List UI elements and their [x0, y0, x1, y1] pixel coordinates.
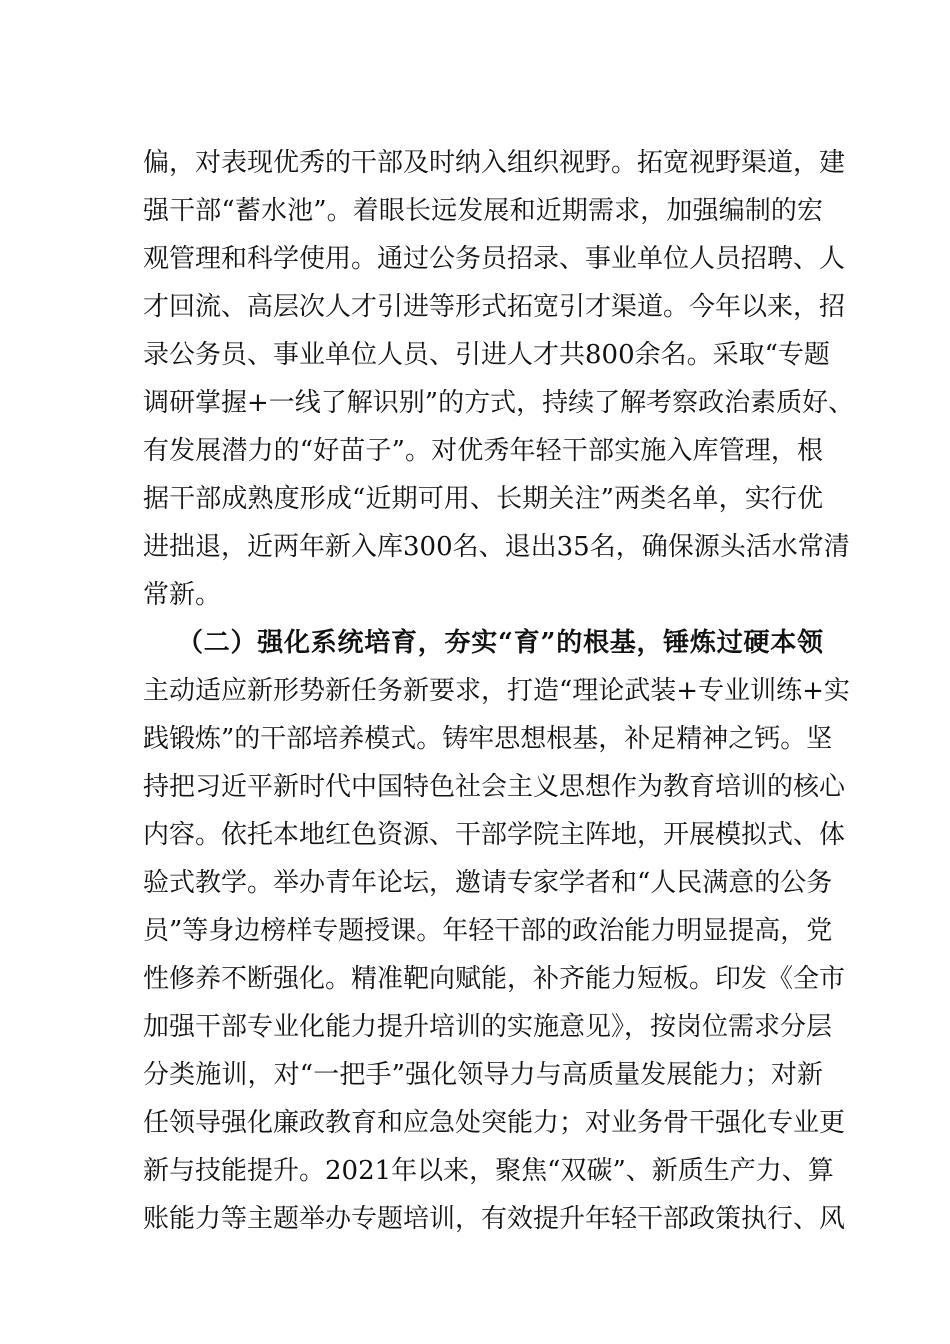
text-line: 加强干部专业化能力提升培训的实施意见》，按岗位需求分层: [143, 1012, 833, 1042]
text-line: 观管理和科学使用。通过公务员招录、事业单位人员招聘、人: [143, 244, 846, 274]
text-line: 常新。: [143, 580, 222, 610]
text-line: 录公务员、事业单位人员、引进人才共800余名。采取“专题: [143, 340, 830, 370]
text-line: 员”等身边榜样专题授课。年轻干部的政治能力明显提高，党: [143, 916, 833, 946]
section-heading: （二）强化系统培育，夯实“育”的根基，锤炼过硬本领: [177, 628, 823, 658]
text-line: 性修养不断强化。精准靶向赋能，补齐能力短板。印发《全市: [143, 964, 846, 994]
text-line: 账能力等主题举办专题培训，有效提升年轻干部政策执行、风: [143, 1204, 846, 1234]
text-line: 验式教学。举办青年论坛，邀请专家学者和“人民满意的公务: [143, 868, 833, 898]
text-line: 内容。依托本地红色资源、干部学院主阵地，开展模拟式、体: [143, 820, 846, 850]
text-line: 才回流、高层次人才引进等形式拓宽引才渠道。今年以来，招: [143, 292, 846, 322]
text-line: 主动适应新形势新任务新要求，打造“理论武装+专业训练+实: [143, 676, 850, 706]
text-line: 有发展潜力的“好苗子”。对优秀年轻干部实施入库管理，根: [143, 436, 823, 466]
text-line: 践锻炼”的干部培养模式。铸牢思想根基，补足精神之钙。坚: [143, 724, 833, 754]
text-line: 进拙退，近两年新入库300名、退出35名，确保源头活水常清: [143, 532, 850, 562]
text-line: 调研掌握+一线了解识别”的方式，持续了解考察政治素质好、: [143, 388, 855, 418]
text-line: 任领导强化廉政教育和应急处突能力；对业务骨干强化专业更: [143, 1108, 846, 1138]
text-line: 分类施训，对“一把手”强化领导力与高质量发展能力；对新: [143, 1060, 823, 1090]
text-line: 据干部成熟度形成“近期可用、长期关注”两类名单，实行优: [143, 484, 823, 514]
text-line: 持把习近平新时代中国特色社会主义思想作为教育培训的核心: [143, 772, 846, 802]
text-line: 偏，对表现优秀的干部及时纳入组织视野。拓宽视野渠道，建: [143, 148, 846, 178]
text-line: 强干部“蓄水池”。着眼长远发展和近期需求，加强编制的宏: [143, 196, 823, 226]
text-line: 新与技能提升。2021年以来，聚焦“双碳”、新质生产力、算: [143, 1156, 834, 1186]
